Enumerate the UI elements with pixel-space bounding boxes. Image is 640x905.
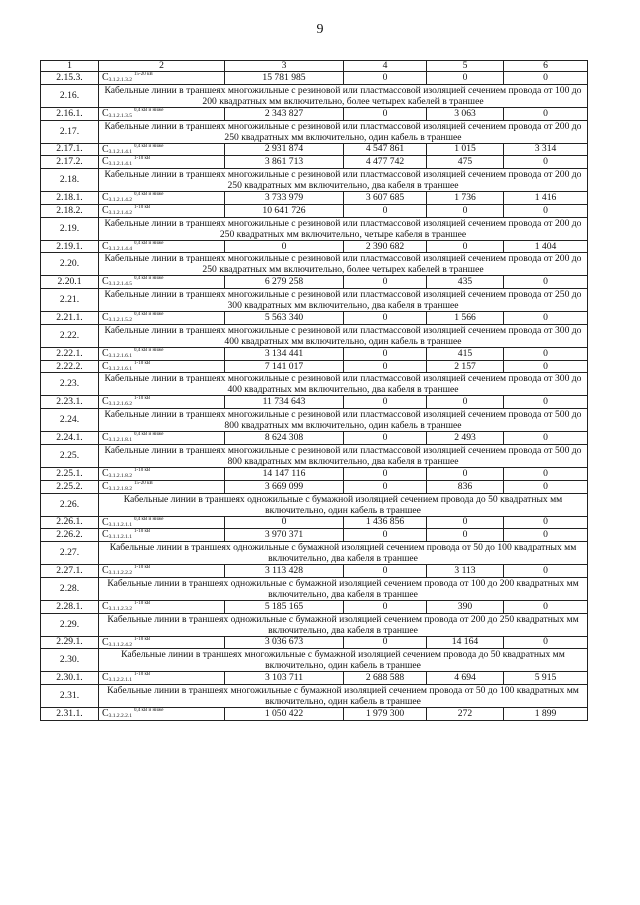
table-row — [41, 143, 588, 156]
row-number: 2.25. — [41, 445, 99, 468]
value-cell-v6: 0 — [504, 636, 588, 649]
section-row — [41, 445, 588, 468]
row-number: 2.26. — [41, 493, 99, 516]
value-cell-v3: 3 036 673 — [225, 636, 344, 649]
row-number: 2.18. — [41, 169, 99, 192]
rate-subscript: 3.1.1.2.1.1 — [108, 521, 133, 528]
page-number: 9 — [316, 22, 324, 37]
rate-voltage: 0,4 кВ и ниже — [134, 143, 164, 149]
value-cell-v3: 11 734 643 — [225, 396, 344, 409]
rate-code — [99, 529, 225, 542]
value-cell-v6: 0 — [504, 360, 588, 373]
rate-code — [99, 672, 225, 685]
section-row — [41, 84, 588, 107]
table-row — [41, 276, 588, 289]
section-row — [41, 649, 588, 672]
rate-code — [99, 600, 225, 613]
row-number: 2.26.2. — [41, 529, 99, 542]
section-row — [41, 217, 588, 240]
rate-subscript: 3.1.2.1.4.5 — [108, 281, 133, 288]
rate-voltage: 0,4 кВ и ниже — [134, 708, 164, 714]
value-cell-v6: 1 416 — [504, 192, 588, 205]
table-row — [41, 312, 588, 325]
tariff-table — [40, 60, 588, 721]
value-cell-v5: 1 736 — [427, 192, 504, 205]
value-cell-v4: 1 979 300 — [344, 708, 427, 721]
row-number: 2.29.1. — [41, 636, 99, 649]
column-header: 4 — [344, 61, 427, 72]
value-cell-v3: 14 147 116 — [225, 468, 344, 481]
rate-letter: С — [102, 107, 109, 119]
section-row — [41, 409, 588, 432]
value-cell-v3: 0 — [225, 240, 344, 253]
table-row — [41, 72, 588, 85]
value-cell-v4: 4 547 861 — [344, 143, 427, 156]
row-number: 2.24.1. — [41, 432, 99, 445]
table-row — [41, 396, 588, 409]
rate-subscript: 3.1.2.1.4.2 — [108, 209, 133, 216]
row-number: 2.22. — [41, 324, 99, 347]
value-cell-v4: 0 — [344, 396, 427, 409]
value-cell-v4: 0 — [344, 312, 427, 325]
section-description: Кабельные линии в траншеях одножильные с бумажной изоляцией сечением провода до 50 квадратных мм включительно, один кабель в траншее — [99, 493, 588, 516]
rate-code — [99, 360, 225, 373]
row-number: 2.28. — [41, 577, 99, 600]
section-row — [41, 542, 588, 565]
rate-code — [99, 192, 225, 205]
value-cell-v4: 0 — [344, 204, 427, 217]
section-row — [41, 324, 588, 347]
value-cell-v3: 3 103 711 — [225, 672, 344, 685]
section-row — [41, 120, 588, 143]
value-cell-v5: 0 — [427, 72, 504, 85]
value-cell-v4: 0 — [344, 529, 427, 542]
section-description: Кабельные линии в траншеях многожильные с резиновой или пластмассовой изоляцией сечением провода от 200 до 250 квадратных мм включительно, четыре кабеля в траншее — [99, 217, 588, 240]
value-cell-v6: 0 — [504, 396, 588, 409]
row-number: 2.28.1. — [41, 600, 99, 613]
value-cell-v3: 10 641 726 — [225, 204, 344, 217]
section-description: Кабельные линии в траншеях многожильные с резиновой или пластмассовой изоляцией сечением провода от 500 до 800 квадратных мм включительно, два кабеля в траншее — [99, 445, 588, 468]
rate-subscript: 3.1.2.1.8.2 — [108, 485, 133, 492]
section-description: Кабельные линии в траншеях многожильные с резиновой или пластмассовой изоляцией сечением провода от 200 до 250 квадратных мм включительно, два кабеля в траншее — [99, 169, 588, 192]
section-description: Кабельные линии в траншеях многожильные с бумажной изоляцией сечением провода от 50 до 100 квадратных мм включительно, один кабель в траншее — [99, 685, 588, 708]
row-number: 2.31.1. — [41, 708, 99, 721]
row-number: 2.21. — [41, 289, 99, 312]
table-row — [41, 240, 588, 253]
rate-voltage: 1-10 кВ — [134, 204, 151, 210]
row-number: 2.15.3. — [41, 72, 99, 85]
rate-subscript: 3.1.2.1.6.1 — [108, 352, 133, 359]
value-cell-v6: 0 — [504, 107, 588, 120]
section-description: Кабельные линии в траншеях многожильные с резиновой или пластмассовой изоляцией сечением провода от 250 до 300 квадратных мм включительно, два кабеля в траншее — [99, 289, 588, 312]
row-number: 2.22.2. — [41, 360, 99, 373]
rate-letter: С — [102, 672, 109, 684]
value-cell-v6: 0 — [504, 312, 588, 325]
value-cell-v3: 3 669 099 — [225, 480, 344, 493]
value-cell-v6: 0 — [504, 276, 588, 289]
rate-letter: С — [102, 347, 109, 359]
value-cell-v5: 2 493 — [427, 432, 504, 445]
rate-code — [99, 276, 225, 289]
rate-code — [99, 396, 225, 409]
section-row — [41, 169, 588, 192]
value-cell-v6: 0 — [504, 516, 588, 529]
table-row — [41, 156, 588, 169]
row-number: 2.27.1. — [41, 565, 99, 578]
rate-voltage: 15-20 кВ — [134, 72, 153, 78]
row-number: 2.25.2. — [41, 480, 99, 493]
value-cell-v6: 0 — [504, 600, 588, 613]
value-cell-v6: 0 — [504, 565, 588, 578]
value-cell-v5: 0 — [427, 516, 504, 529]
value-cell-v4: 0 — [344, 480, 427, 493]
value-cell-v4: 0 — [344, 600, 427, 613]
value-cell-v6: 0 — [504, 529, 588, 542]
rate-voltage: 1-10 кВ — [134, 396, 151, 402]
value-cell-v5: 0 — [427, 240, 504, 253]
value-cell-v4: 0 — [344, 432, 427, 445]
value-cell-v6: 0 — [504, 204, 588, 217]
rate-subscript: 3.1.2.1.3.2 — [108, 77, 133, 84]
value-cell-v3: 15 781 985 — [225, 72, 344, 85]
rate-voltage: 1-10 кВ — [134, 360, 151, 366]
value-cell-v3: 5 563 340 — [225, 312, 344, 325]
rate-letter: С — [102, 600, 109, 612]
section-row — [41, 493, 588, 516]
rate-code — [99, 107, 225, 120]
value-cell-v3: 3 861 713 — [225, 156, 344, 169]
rate-voltage: 0,4 кВ и ниже — [134, 107, 164, 113]
value-cell-v6: 1 899 — [504, 708, 588, 721]
row-number: 2.17.2. — [41, 156, 99, 169]
value-cell-v6: 0 — [504, 468, 588, 481]
row-number: 2.30. — [41, 649, 99, 672]
value-cell-v5: 2 157 — [427, 360, 504, 373]
rate-subscript: 3.1.2.1.4.2 — [108, 197, 133, 204]
value-cell-v5: 390 — [427, 600, 504, 613]
value-cell-v6: 0 — [504, 480, 588, 493]
rate-letter: С — [102, 72, 109, 84]
rate-code — [99, 156, 225, 169]
row-number: 2.30.1. — [41, 672, 99, 685]
rate-letter: С — [102, 360, 109, 372]
rate-voltage: 1-10 кВ — [134, 636, 151, 642]
value-cell-v4: 2 688 588 — [344, 672, 427, 685]
rate-subscript: 3.1.2.1.4.1 — [108, 148, 133, 155]
rate-letter: С — [102, 396, 109, 408]
value-cell-v6: 0 — [504, 432, 588, 445]
rate-voltage: 0,4 кВ и ниже — [134, 432, 164, 438]
value-cell-v4: 0 — [344, 468, 427, 481]
rate-letter: С — [102, 192, 109, 204]
table-row — [41, 192, 588, 205]
table-row — [41, 107, 588, 120]
value-cell-v4: 0 — [344, 107, 427, 120]
value-cell-v5: 836 — [427, 480, 504, 493]
column-header: 5 — [427, 61, 504, 72]
rate-code — [99, 347, 225, 360]
rate-subscript: 3.1.2.1.8.2 — [108, 473, 133, 480]
rate-subscript: 3.1.2.1.3.5 — [108, 112, 133, 119]
value-cell-v6: 3 314 — [504, 143, 588, 156]
table-header-row — [41, 61, 588, 72]
value-cell-v5: 1 015 — [427, 143, 504, 156]
value-cell-v3: 1 050 422 — [225, 708, 344, 721]
rate-code — [99, 468, 225, 481]
section-description: Кабельные линии в траншеях одножильные с бумажной изоляцией сечением провода от 200 до 250 квадратных мм включительно, два кабеля в траншее — [99, 613, 588, 636]
rate-subscript: 3.1.2.1.4.4 — [108, 245, 133, 252]
rate-voltage: 1-10 кВ — [134, 600, 151, 606]
rate-code — [99, 516, 225, 529]
row-number: 2.20. — [41, 253, 99, 276]
row-number: 2.19.1. — [41, 240, 99, 253]
rate-letter: С — [102, 312, 109, 324]
row-number: 2.25.1. — [41, 468, 99, 481]
value-cell-v5: 272 — [427, 708, 504, 721]
value-cell-v3: 3 970 371 — [225, 529, 344, 542]
rate-code — [99, 312, 225, 325]
table-row — [41, 636, 588, 649]
rate-subscript: 3.1.2.1.8.1 — [108, 437, 133, 444]
section-row — [41, 577, 588, 600]
value-cell-v5: 3 113 — [427, 565, 504, 578]
row-number: 2.24. — [41, 409, 99, 432]
value-cell-v5: 0 — [427, 396, 504, 409]
table-row — [41, 672, 588, 685]
column-header: 6 — [504, 61, 588, 72]
rate-letter: С — [102, 708, 109, 720]
rate-code — [99, 204, 225, 217]
rate-subscript: 3.1.2.2.2.1 — [108, 713, 133, 720]
value-cell-v6: 0 — [504, 156, 588, 169]
value-cell-v4: 0 — [344, 276, 427, 289]
rate-letter: С — [102, 480, 109, 492]
row-number: 2.16. — [41, 84, 99, 107]
rate-voltage: 0,4 кВ и ниже — [134, 240, 164, 246]
rate-letter: С — [102, 565, 109, 577]
value-cell-v3: 3 134 441 — [225, 347, 344, 360]
row-number: 2.17. — [41, 120, 99, 143]
table-row — [41, 600, 588, 613]
row-number: 2.20.1 — [41, 276, 99, 289]
row-number: 2.27. — [41, 542, 99, 565]
value-cell-v3: 6 279 258 — [225, 276, 344, 289]
value-cell-v6: 0 — [504, 72, 588, 85]
row-number: 2.29. — [41, 613, 99, 636]
value-cell-v4: 0 — [344, 347, 427, 360]
table-row — [41, 565, 588, 578]
rate-code — [99, 72, 225, 85]
row-number: 2.18.1. — [41, 192, 99, 205]
rate-subscript: 3.1.1.2.2.2 — [108, 570, 133, 577]
value-cell-v3: 7 141 017 — [225, 360, 344, 373]
rate-voltage: 0,4 кВ и ниже — [134, 312, 164, 318]
value-cell-v5: 0 — [427, 529, 504, 542]
row-number: 2.31. — [41, 685, 99, 708]
value-cell-v4: 0 — [344, 636, 427, 649]
section-row — [41, 373, 588, 396]
rate-letter: С — [102, 432, 109, 444]
row-number: 2.23.1. — [41, 396, 99, 409]
value-cell-v6: 0 — [504, 347, 588, 360]
row-number: 2.26.1. — [41, 516, 99, 529]
rate-subscript: 3.1.1.2.4.2 — [108, 641, 133, 648]
value-cell-v4: 4 477 742 — [344, 156, 427, 169]
rate-letter: С — [102, 636, 109, 648]
table-row — [41, 360, 588, 373]
value-cell-v6: 1 404 — [504, 240, 588, 253]
row-number: 2.19. — [41, 217, 99, 240]
column-header: 2 — [99, 61, 225, 72]
rate-voltage: 0,4 кВ и ниже — [134, 192, 164, 198]
rate-letter: С — [102, 468, 109, 480]
value-cell-v6: 5 915 — [504, 672, 588, 685]
rate-voltage: 0,4 кВ и ниже — [134, 516, 164, 522]
section-description: Кабельные линии в траншеях многожильные с резиновой или пластмассовой изоляцией сечением провода от 300 до 400 квадратных мм включительно, один кабель в траншее — [99, 324, 588, 347]
value-cell-v4: 0 — [344, 565, 427, 578]
section-row — [41, 685, 588, 708]
column-header: 3 — [225, 61, 344, 72]
row-number: 2.22.1. — [41, 347, 99, 360]
rate-letter: С — [102, 240, 109, 252]
section-description: Кабельные линии в траншеях многожильные с резиновой или пластмассовой изоляцией сечением провода от 200 до 250 квадратных мм включительно, более четырех кабелей в траншее — [99, 253, 588, 276]
value-cell-v4: 1 436 856 — [344, 516, 427, 529]
rate-code — [99, 240, 225, 253]
rate-voltage: 0,4 кВ и ниже — [134, 276, 164, 282]
section-description: Кабельные линии в траншеях многожильные с резиновой или пластмассовой изоляцией сечением провода от 300 до 400 квадратных мм включительно, два кабеля в траншее — [99, 373, 588, 396]
rate-code — [99, 480, 225, 493]
row-number: 2.18.2. — [41, 204, 99, 217]
rate-voltage: 0,4 кВ и ниже — [134, 347, 164, 353]
value-cell-v3: 0 — [225, 516, 344, 529]
table-row — [41, 529, 588, 542]
rate-letter: С — [102, 143, 109, 155]
section-description: Кабельные линии в траншеях многожильные с резиновой или пластмассовой изоляцией сечением провода от 100 до 200 квадратных мм включительно, более четырех кабелей в траншее — [99, 84, 588, 107]
table-row — [41, 347, 588, 360]
rate-letter: С — [102, 516, 109, 528]
rate-code — [99, 432, 225, 445]
row-number: 2.23. — [41, 373, 99, 396]
value-cell-v4: 0 — [344, 360, 427, 373]
rate-voltage: 1-10 кВ — [134, 565, 151, 571]
value-cell-v4: 3 607 685 — [344, 192, 427, 205]
rate-subscript: 3.1.1.2.1.1 — [108, 534, 133, 541]
value-cell-v3: 5 185 165 — [225, 600, 344, 613]
rate-subscript: 3.1.2.1.6.2 — [108, 401, 133, 408]
rate-voltage: 15-20 кВ — [134, 480, 153, 486]
value-cell-v5: 4 694 — [427, 672, 504, 685]
section-row — [41, 253, 588, 276]
rate-subscript: 3.1.2.1.4.1 — [108, 161, 133, 168]
section-row — [41, 613, 588, 636]
value-cell-v5: 475 — [427, 156, 504, 169]
rate-letter: С — [102, 156, 109, 168]
value-cell-v3: 3 733 979 — [225, 192, 344, 205]
value-cell-v3: 8 624 308 — [225, 432, 344, 445]
row-number: 2.17.1. — [41, 143, 99, 156]
rate-subscript: 3.1.2.1.6.1 — [108, 365, 133, 372]
section-row — [41, 289, 588, 312]
rate-letter: С — [102, 529, 109, 541]
value-cell-v5: 0 — [427, 468, 504, 481]
value-cell-v3: 2 343 827 — [225, 107, 344, 120]
row-number: 2.21.1. — [41, 312, 99, 325]
value-cell-v3: 2 931 874 — [225, 143, 344, 156]
rate-subscript: 3.1.2.2.1.1 — [108, 677, 133, 684]
row-number: 2.16.1. — [41, 107, 99, 120]
value-cell-v3: 3 113 428 — [225, 565, 344, 578]
rate-voltage: 1-10 кВ — [134, 529, 151, 535]
rate-code — [99, 708, 225, 721]
rate-subscript: 3.1.1.2.3.2 — [108, 605, 133, 612]
rate-voltage: 1-10 кВ — [134, 156, 151, 162]
rate-code — [99, 143, 225, 156]
table-row — [41, 516, 588, 529]
value-cell-v5: 14 164 — [427, 636, 504, 649]
section-description: Кабельные линии в траншеях многожильные с резиновой или пластмассовой изоляцией сечением провода от 500 до 800 квадратных мм включительно, один кабель в траншее — [99, 409, 588, 432]
table-row — [41, 480, 588, 493]
rate-voltage: 1-10 кВ — [134, 672, 151, 678]
value-cell-v5: 0 — [427, 204, 504, 217]
rate-letter: С — [102, 204, 109, 216]
value-cell-v4: 0 — [344, 72, 427, 85]
value-cell-v5: 415 — [427, 347, 504, 360]
table-row — [41, 468, 588, 481]
rate-subscript: 3.1.2.1.5.2 — [108, 317, 133, 324]
table-row — [41, 432, 588, 445]
value-cell-v5: 1 566 — [427, 312, 504, 325]
rate-letter: С — [102, 276, 109, 288]
section-description: Кабельные линии в траншеях многожильные с бумажной изоляцией сечением провода до 50 квадратных мм включительно, один кабель в траншее — [99, 649, 588, 672]
value-cell-v4: 2 390 682 — [344, 240, 427, 253]
section-description: Кабельные линии в траншеях одножильные с бумажной изоляцией сечением провода от 100 до 200 квадратных мм включительно, два кабеля в траншее — [99, 577, 588, 600]
table-row — [41, 708, 588, 721]
section-description: Кабельные линии в траншеях одножильные с бумажной изоляцией сечением провода от 50 до 100 квадратных мм включительно, два кабеля в траншее — [99, 542, 588, 565]
table-row — [41, 204, 588, 217]
column-header: 1 — [41, 61, 99, 72]
value-cell-v5: 435 — [427, 276, 504, 289]
section-description: Кабельные линии в траншеях многожильные с резиновой или пластмассовой изоляцией сечением провода от 200 до 250 квадратных мм включительно, один кабель в траншее — [99, 120, 588, 143]
rate-code — [99, 565, 225, 578]
rate-code — [99, 636, 225, 649]
rate-voltage: 1-10 кВ — [134, 468, 151, 474]
value-cell-v5: 3 063 — [427, 107, 504, 120]
